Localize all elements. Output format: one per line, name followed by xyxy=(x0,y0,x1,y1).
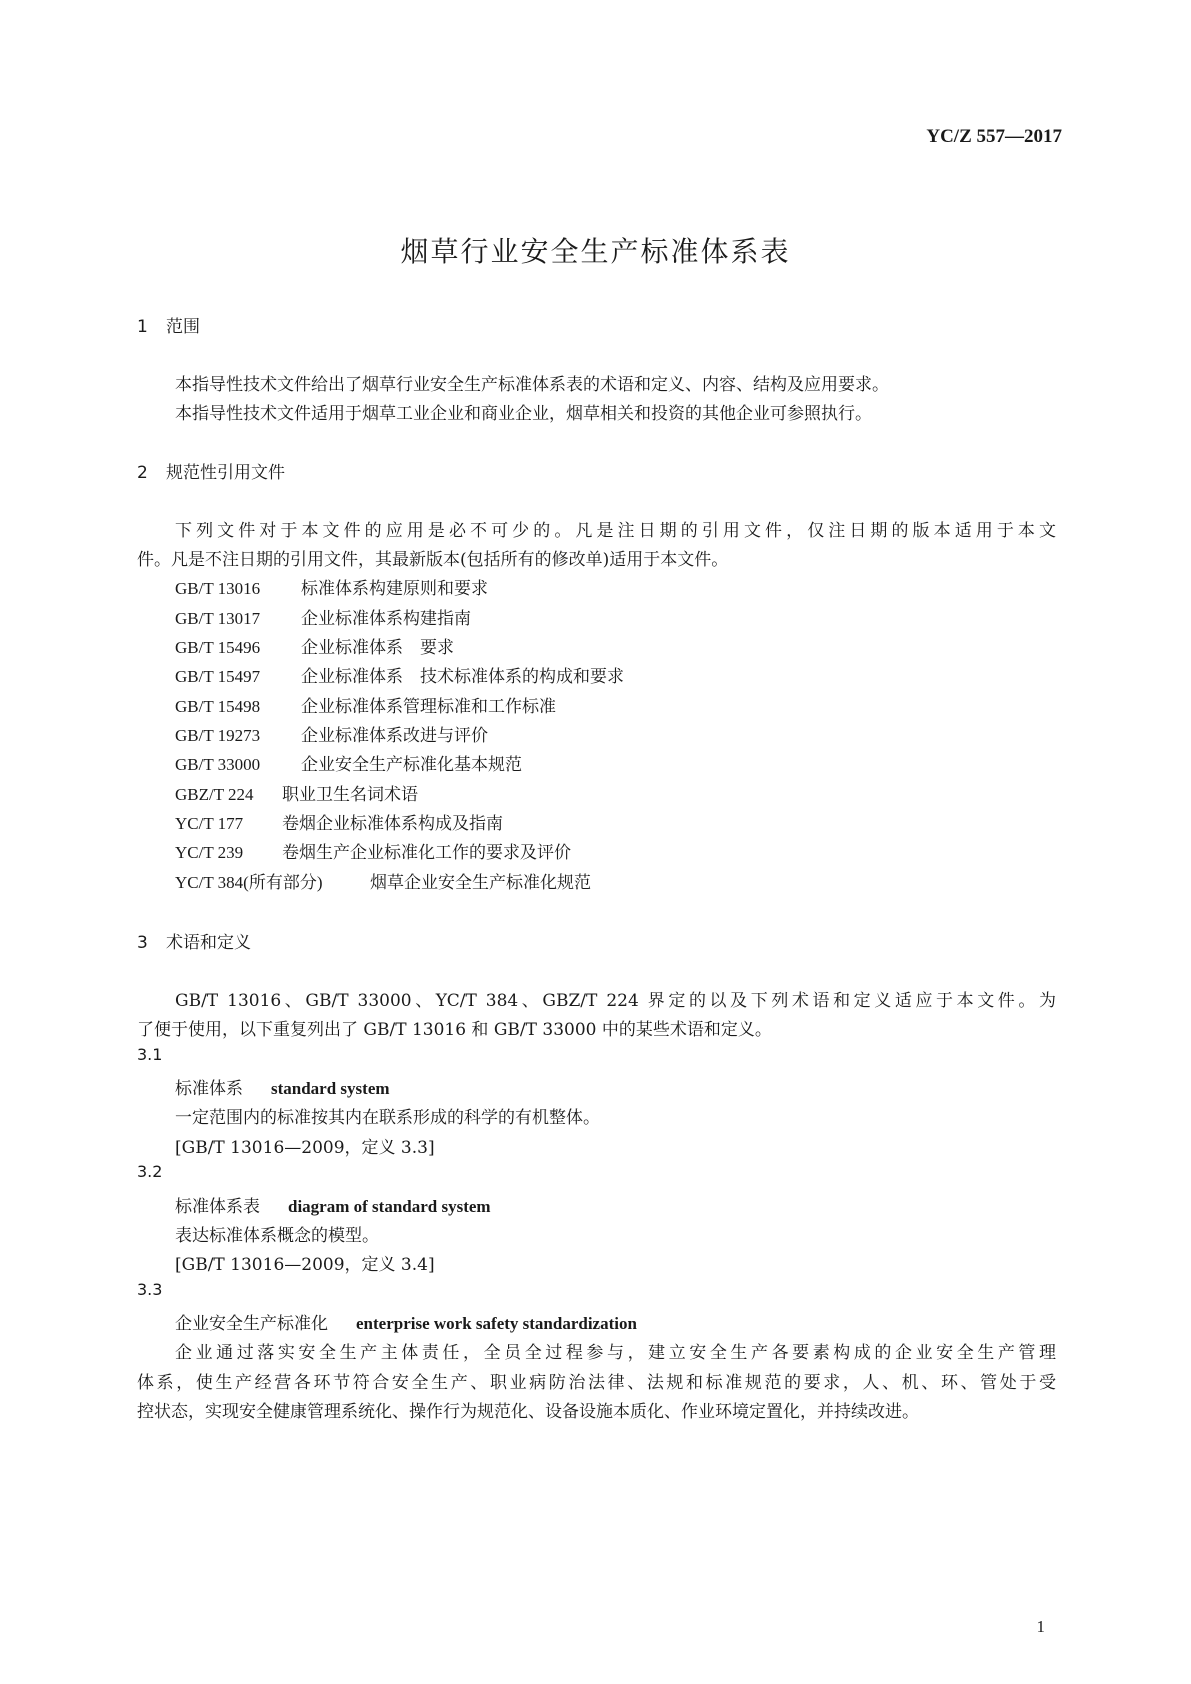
reference-code: GB/T 15496 xyxy=(175,638,261,657)
paragraph-line: 下列文件对于本文件的应用是必不可少的。凡是注日期的引用文件，仅注日期的版本适用于本文 xyxy=(175,521,1056,541)
term-definition-line: 体系，使生产经营各环节符合安全生产、职业病防治法律、法规和标准规范的要求，人、机、环、管处于受 xyxy=(137,1373,1056,1393)
term-heading xyxy=(175,1309,637,1334)
reference-code: GB/T 15497 xyxy=(175,667,261,686)
reference-code: GBZ/T 224 xyxy=(175,785,254,804)
reference-title: 企业标准体系 技术标准体系的构成和要求 xyxy=(301,667,624,687)
reference-item xyxy=(175,868,591,893)
reference-title: 卷烟企业标准体系构成及指南 xyxy=(282,814,503,834)
clause-number: 3.2 xyxy=(137,1162,163,1181)
reference-item xyxy=(175,574,488,599)
section-number: 2 xyxy=(137,463,148,483)
reference-item xyxy=(175,692,556,717)
reference-title: 企业标准体系 要求 xyxy=(301,638,454,658)
section-number: 1 xyxy=(137,317,148,337)
reference-item xyxy=(175,809,503,834)
paragraph-line: 件。凡是不注日期的引用文件，其最新版本(包括所有的修改单)适用于本文件。 xyxy=(137,550,729,570)
reference-title: 企业标准体系改进与评价 xyxy=(301,726,488,746)
paragraph-line: GB/T 13016、GB/T 33000、YC/T 384、GBZ/T 224 界定的以及下列术语和定义适应于本文件。为 xyxy=(175,991,1056,1011)
term-english: diagram of standard system xyxy=(288,1197,491,1216)
document-title: 烟草行业安全生产标准体系表 xyxy=(400,235,791,268)
section-title: 术语和定义 xyxy=(166,933,251,953)
paragraph: 本指导性技术文件给出了烟草行业安全生产标准体系表的术语和定义、内容、结构及应用要求。 xyxy=(175,375,889,395)
paragraph-line: 了便于使用，以下重复列出了 GB/T 13016 和 GB/T 33000 中的某些术语和定义。 xyxy=(137,1020,772,1040)
reference-code: YC/T 239 xyxy=(175,843,244,862)
reference-item xyxy=(175,750,522,775)
reference-code: GB/T 15498 xyxy=(175,697,261,716)
section-number: 3 xyxy=(137,933,148,953)
reference-title: 企业标准体系管理标准和工作标准 xyxy=(301,697,556,717)
reference-title: 卷烟生产企业标准化工作的要求及评价 xyxy=(282,843,571,863)
term-source: [GB/T 13016—2009，定义 3.4] xyxy=(175,1255,435,1275)
reference-title: 企业标准体系构建指南 xyxy=(301,609,471,629)
reference-code: YC/T 384(所有部分) xyxy=(175,873,323,892)
paragraph: 本指导性技术文件适用于烟草工业企业和商业企业，烟草相关和投资的其他企业可参照执行。 xyxy=(175,404,872,424)
term-heading xyxy=(175,1192,491,1217)
reference-item xyxy=(175,838,571,863)
reference-item xyxy=(175,662,624,687)
reference-code: GB/T 33000 xyxy=(175,755,261,774)
reference-title: 标准体系构建原则和要求 xyxy=(301,579,488,599)
section-3-heading xyxy=(137,928,251,953)
term-chinese: 企业安全生产标准化 xyxy=(175,1314,328,1334)
reference-code: YC/T 177 xyxy=(175,814,244,833)
term-heading xyxy=(175,1074,390,1099)
section-2-heading xyxy=(137,458,285,483)
clause-number: 3.3 xyxy=(137,1280,163,1299)
term-chinese: 标准体系 xyxy=(175,1079,243,1099)
clause-number: 3.1 xyxy=(137,1045,163,1064)
reference-code: GB/T 13017 xyxy=(175,609,261,628)
section-1-heading xyxy=(137,312,200,337)
term-definition: 一定范围内的标准按其内在联系形成的科学的有机整体。 xyxy=(175,1108,600,1128)
section-title: 范围 xyxy=(166,317,200,337)
standard-id: YC/Z 557—2017 xyxy=(926,126,1062,147)
reference-item xyxy=(175,604,471,629)
term-definition-line: 控状态，实现安全健康管理系统化、操作行为规范化、设备设施本质化、作业环境定置化，并持续改进。 xyxy=(137,1402,919,1422)
term-source: [GB/T 13016—2009，定义 3.3] xyxy=(175,1138,435,1158)
term-chinese: 标准体系表 xyxy=(175,1197,260,1217)
term-definition: 表达标准体系概念的模型。 xyxy=(175,1226,379,1246)
reference-code: GB/T 13016 xyxy=(175,579,261,598)
section-title: 规范性引用文件 xyxy=(166,463,285,483)
term-definition-line: 企业通过落实安全生产主体责任，全员全过程参与，建立安全生产各要素构成的企业安全生产管理 xyxy=(175,1343,1056,1363)
reference-title: 企业安全生产标准化基本规范 xyxy=(301,755,522,775)
term-english: standard system xyxy=(271,1079,390,1098)
reference-item xyxy=(175,633,454,658)
term-english: enterprise work safety standardization xyxy=(356,1314,637,1333)
reference-item xyxy=(175,780,418,805)
reference-title: 职业卫生名词术语 xyxy=(282,785,418,805)
page-number: 1 xyxy=(1036,1617,1045,1636)
reference-code: GB/T 19273 xyxy=(175,726,261,745)
reference-item xyxy=(175,721,488,746)
reference-title: 烟草企业安全生产标准化规范 xyxy=(370,873,591,893)
